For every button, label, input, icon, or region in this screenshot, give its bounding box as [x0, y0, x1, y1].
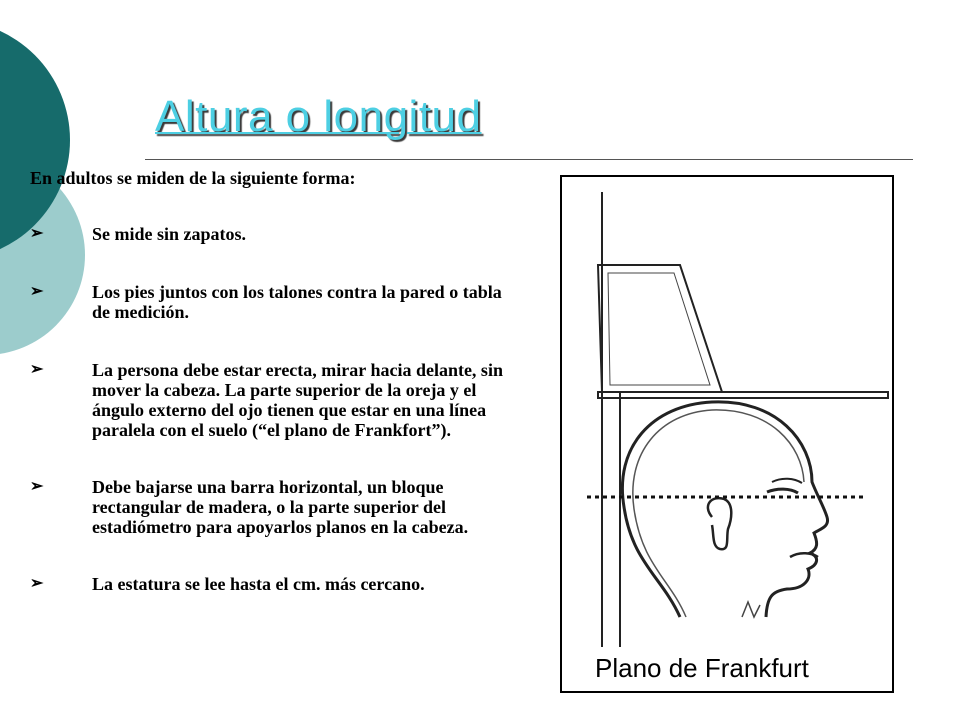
intro-text: En adultos se miden de la siguiente forma:	[30, 168, 356, 188]
head-outline-inner	[633, 410, 804, 617]
headpiece-block-inner	[608, 273, 710, 385]
ear	[708, 498, 731, 549]
list-item	[30, 224, 510, 244]
arrow-bullet-icon: ➢	[30, 225, 44, 242]
eye	[767, 489, 798, 493]
bullet-list	[30, 224, 510, 594]
eyebrow	[772, 479, 802, 483]
list-item	[30, 477, 510, 537]
head-profile-illustration	[562, 177, 892, 647]
title-divider	[145, 159, 913, 160]
arrow-bullet-icon: ➢	[30, 361, 44, 378]
frankfurt-plane-figure	[560, 175, 894, 693]
bullet-text: La estatura se lee hasta el cm. más cercano.	[92, 574, 425, 594]
head-outline	[622, 402, 827, 617]
arrow-bullet-icon: ➢	[30, 575, 44, 592]
slide-title: Altura o longitud	[155, 92, 482, 141]
horizontal-head-bar	[598, 392, 888, 398]
neck-detail	[742, 602, 760, 617]
bullet-text: Se mide sin zapatos.	[92, 224, 247, 244]
arrow-bullet-icon: ➢	[30, 283, 44, 300]
headpiece-block	[598, 265, 722, 392]
list-item	[30, 282, 510, 322]
list-item	[30, 360, 510, 440]
bullet-text: Los pies juntos con los talones contra la pared o tabla de medición.	[92, 282, 502, 322]
bullet-text: Debe bajarse una barra horizontal, un bloque rectangular de madera, o la parte superior del estadiómetro para apoyarlos planos en la cabeza.	[92, 477, 469, 537]
figure-caption: Plano de Frankfurt	[595, 653, 809, 683]
arrow-bullet-icon: ➢	[30, 478, 44, 495]
bullet-text: La persona debe estar erecta, mirar hacia delante, sin mover la cabeza. La parte superior de la oreja y el ángulo externo del ojo tienen que estar en una línea paralela con el suelo (“el plano de Frankfort”).	[92, 360, 503, 440]
list-item	[30, 574, 510, 594]
